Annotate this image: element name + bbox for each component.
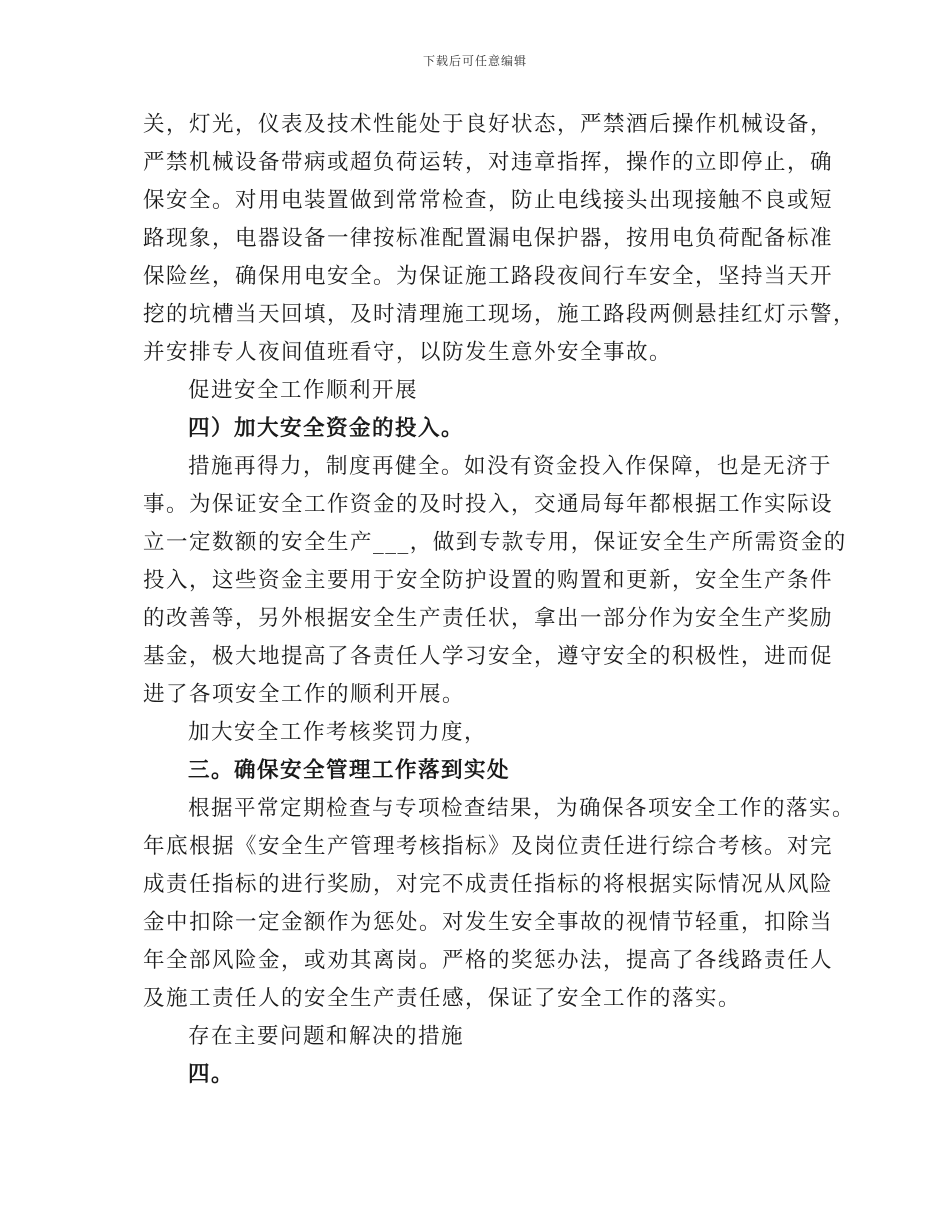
page-header: 下载后可任意编辑 [422, 54, 527, 68]
text-line: 路现象，电器设备一律按标准配置漏电保护器，按用电负荷配备标准 [143, 226, 834, 251]
text-line: 事。为保证安全工作资金的及时投入，交通局每年都根据工作实际设 [143, 492, 834, 517]
text-line: 金中扣除一定金额作为惩处。对发生安全事故的视情节轻重，扣除当 [143, 910, 834, 935]
text-line: 根据平常定期检查与专项检查结果，为确保各项安全工作的落实。 [188, 796, 856, 821]
text-line: 关，灯光，仪表及技术性能处于良好状态，严禁酒后操作机械设备， [143, 112, 834, 137]
text-line: 的改善等，另外根据安全生产责任状，拿出一部分作为安全生产奖励 [143, 606, 834, 631]
text-line: 年全部风险金，或劝其离岗。严格的奖惩办法，提高了各线路责任人 [143, 948, 834, 973]
section-heading: 三。确保安全管理工作落到实处 [188, 758, 511, 783]
text-line: 存在主要问题和解决的措施 [188, 1024, 465, 1049]
text-line: 成责任指标的进行奖励，对完不成责任指标的将根据实际情况从风险 [143, 872, 834, 897]
text-line: 加大安全工作考核奖罚力度， [188, 720, 488, 745]
text-line: 措施再得力，制度再健全。如没有资金投入作保障，也是无济于 [188, 454, 833, 479]
section-heading: 四。 [188, 1062, 235, 1087]
text-line: 投入，这些资金主要用于安全防护设置的购置和更新，安全生产条件 [143, 568, 834, 593]
text-line: 立一定数额的安全生产___，做到专款专用，保证安全生产所需资金的 [143, 530, 847, 555]
text-line: 进了各项安全工作的顺利开展。 [143, 682, 466, 707]
text-line: 促进安全工作顺利开展 [188, 378, 419, 403]
text-line: 年底根据《安全生产管理考核指标》及岗位责任进行综合考核。对完 [143, 834, 834, 859]
text-line: 保安全。对用电装置做到常常检查，防止电线接头出现接触不良或短 [143, 188, 834, 213]
document-body [143, 106, 857, 1094]
text-line: 并安排专人夜间值班看守，以防发生意外安全事故。 [143, 340, 673, 365]
text-line: 保险丝，确保用电安全。为保证施工路段夜间行车安全，坚持当天开 [143, 264, 834, 289]
text-line: 基金，极大地提高了各责任人学习安全，遵守安全的积极性，进而促 [143, 644, 834, 669]
section-heading: 四）加大安全资金的投入。 [188, 416, 465, 441]
text-line: 严禁机械设备带病或超负荷运转，对违章指挥，操作的立即停止，确 [143, 150, 834, 175]
text-line: 挖的坑槽当天回填，及时清理施工现场，施工路段两侧悬挂红灯示警， [143, 302, 857, 327]
text-line: 及施工责任人的安全生产责任感，保证了安全工作的落实。 [143, 986, 742, 1011]
